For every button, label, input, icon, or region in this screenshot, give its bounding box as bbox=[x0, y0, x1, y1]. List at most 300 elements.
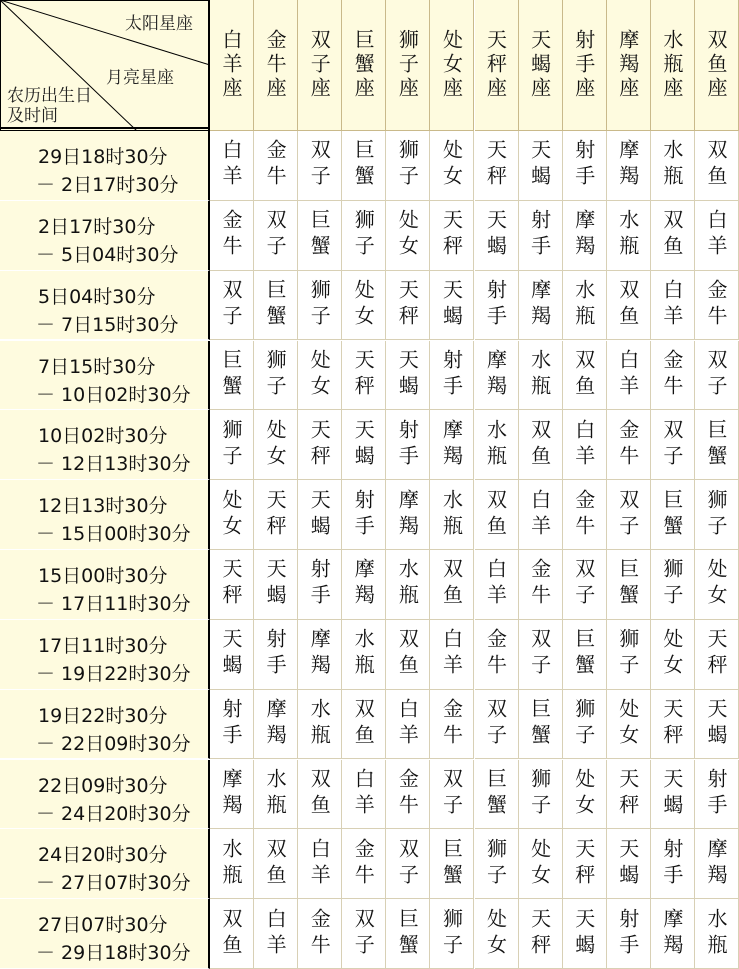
moon-sign-cell bbox=[651, 410, 695, 480]
column-header-label: 射手座 bbox=[571, 29, 596, 101]
sun-sign-label: 太阳星座 bbox=[125, 14, 193, 34]
moon-sign-cell bbox=[475, 550, 519, 620]
moon-sign-text: 天蝎 bbox=[571, 907, 596, 960]
moon-sign-cell bbox=[430, 480, 474, 550]
moon-sign-cell bbox=[430, 550, 474, 620]
moon-sign-cell bbox=[651, 829, 695, 899]
moon-sign-text: 白羊 bbox=[219, 139, 244, 192]
moon-sign-cell bbox=[607, 690, 651, 760]
moon-sign-cell bbox=[386, 480, 430, 550]
moon-sign-text: 狮子 bbox=[439, 907, 464, 960]
moon-sign-text: 双子 bbox=[571, 558, 596, 611]
moon-sign-text: 天秤 bbox=[703, 628, 728, 681]
moon-sign-text: 狮子 bbox=[615, 628, 640, 681]
moon-sign-cell bbox=[607, 480, 651, 550]
moon-sign-text: 白羊 bbox=[703, 209, 728, 262]
moon-sign-text: 金牛 bbox=[659, 348, 684, 401]
moon-sign-text: 天蝎 bbox=[483, 209, 508, 262]
column-header-label: 金牛座 bbox=[263, 29, 288, 101]
moon-sign-cell bbox=[298, 760, 342, 830]
range-end: － 2日17时30分 bbox=[36, 174, 179, 196]
moon-sign-cell bbox=[519, 271, 563, 341]
moon-sign-text: 巨蟹 bbox=[219, 348, 244, 401]
moon-sign-text: 巨蟹 bbox=[615, 558, 640, 611]
moon-sign-cell bbox=[254, 690, 298, 760]
row-header-time-range bbox=[0, 271, 210, 341]
column-header-label: 双鱼座 bbox=[703, 29, 728, 101]
moon-sign-cell bbox=[210, 829, 254, 899]
row-header-time-range bbox=[0, 410, 210, 480]
moon-sign-cell bbox=[475, 410, 519, 480]
moon-sign-text: 射手 bbox=[307, 558, 332, 611]
moon-sign-text: 狮子 bbox=[659, 558, 684, 611]
moon-sign-text: 白羊 bbox=[307, 837, 332, 890]
moon-sign-text: 天秤 bbox=[439, 209, 464, 262]
range-end: － 5日04时30分 bbox=[36, 243, 179, 266]
moon-sign-cell bbox=[210, 341, 254, 411]
moon-sign-cell bbox=[342, 271, 386, 341]
moon-sign-text: 双子 bbox=[219, 279, 244, 332]
moon-sign-text: 双鱼 bbox=[439, 558, 464, 611]
moon-sign-text: 摩羯 bbox=[263, 698, 288, 751]
moon-sign-cell bbox=[254, 550, 298, 620]
moon-sign-text: 巨蟹 bbox=[483, 767, 508, 820]
range-end: － 15日00时30分 bbox=[36, 523, 191, 546]
moon-sign-text: 狮子 bbox=[703, 488, 728, 541]
moon-sign-text: 双子 bbox=[307, 139, 332, 192]
moon-sign-cell bbox=[342, 760, 386, 830]
moon-sign-cell bbox=[342, 620, 386, 690]
moon-sign-text: 水瓶 bbox=[351, 628, 376, 681]
moon-sign-text: 天蝎 bbox=[395, 348, 420, 401]
moon-sign-cell bbox=[298, 620, 342, 690]
moon-sign-cell bbox=[386, 201, 430, 271]
moon-sign-cell bbox=[342, 829, 386, 899]
moon-sign-cell bbox=[342, 410, 386, 480]
moon-sign-cell bbox=[651, 690, 695, 760]
moon-sign-cell bbox=[386, 690, 430, 760]
moon-sign-text: 天蝎 bbox=[307, 488, 332, 541]
moon-sign-cell bbox=[519, 201, 563, 271]
moon-sign-text: 双子 bbox=[263, 209, 288, 262]
moon-sign-text: 金牛 bbox=[571, 488, 596, 541]
lunar-birthday-label: 农历出生日 bbox=[7, 86, 92, 106]
moon-sign-text: 处女 bbox=[615, 698, 640, 751]
column-header bbox=[342, 0, 386, 131]
moon-sign-text: 天秤 bbox=[571, 837, 596, 890]
moon-sign-text: 白羊 bbox=[395, 698, 420, 751]
moon-sign-text: 处女 bbox=[439, 139, 464, 192]
moon-sign-cell bbox=[254, 899, 298, 969]
moon-sign-cell bbox=[563, 690, 607, 760]
moon-sign-text: 摩羯 bbox=[307, 628, 332, 681]
moon-sign-cell bbox=[475, 620, 519, 690]
moon-sign-cell bbox=[210, 690, 254, 760]
moon-sign-text: 天蝎 bbox=[703, 698, 728, 751]
moon-sign-cell bbox=[519, 341, 563, 411]
moon-sign-cell bbox=[695, 760, 739, 830]
moon-sign-text: 金牛 bbox=[307, 907, 332, 960]
moon-sign-cell bbox=[298, 550, 342, 620]
moon-sign-cell bbox=[607, 341, 651, 411]
moon-sign-text: 双子 bbox=[395, 837, 420, 890]
column-header-label: 双子座 bbox=[307, 29, 332, 101]
moon-sign-cell bbox=[519, 131, 563, 201]
moon-sign-text: 金牛 bbox=[439, 698, 464, 751]
moon-sign-text: 白羊 bbox=[351, 767, 376, 820]
moon-sign-text: 狮子 bbox=[307, 279, 332, 332]
moon-sign-cell bbox=[430, 829, 474, 899]
moon-sign-text: 天蝎 bbox=[615, 837, 640, 890]
moon-sign-cell bbox=[298, 480, 342, 550]
moon-sign-cell bbox=[254, 271, 298, 341]
moon-sign-text: 双子 bbox=[659, 418, 684, 471]
moon-sign-cell bbox=[563, 829, 607, 899]
moon-sign-cell bbox=[298, 201, 342, 271]
moon-sign-text: 处女 bbox=[219, 488, 244, 541]
moon-sign-text: 双鱼 bbox=[703, 139, 728, 192]
moon-sign-text: 处女 bbox=[527, 837, 552, 890]
moon-sign-text: 双鱼 bbox=[263, 837, 288, 890]
range-end: － 19日22时30分 bbox=[36, 662, 191, 685]
moon-sign-cell bbox=[342, 480, 386, 550]
moon-sign-cell bbox=[607, 410, 651, 480]
range-end: － 12日13时30分 bbox=[36, 453, 191, 476]
moon-sign-cell bbox=[607, 899, 651, 969]
moon-sign-text: 天蝎 bbox=[351, 418, 376, 471]
moon-sign-cell bbox=[386, 410, 430, 480]
row-header-time-range bbox=[0, 550, 210, 620]
moon-sign-text: 狮子 bbox=[351, 209, 376, 262]
column-header bbox=[386, 0, 430, 131]
moon-sign-cell bbox=[298, 410, 342, 480]
moon-sign-text: 水瓶 bbox=[615, 209, 640, 262]
corner-header bbox=[0, 0, 210, 131]
moon-sign-cell bbox=[298, 271, 342, 341]
moon-sign-cell bbox=[475, 690, 519, 760]
moon-sign-text: 白羊 bbox=[571, 418, 596, 471]
moon-sign-cell bbox=[651, 271, 695, 341]
moon-sign-cell bbox=[210, 131, 254, 201]
moon-sign-text: 金牛 bbox=[483, 628, 508, 681]
moon-sign-text: 双鱼 bbox=[219, 907, 244, 960]
moon-sign-text: 双鱼 bbox=[307, 767, 332, 820]
moon-sign-text: 巨蟹 bbox=[307, 209, 332, 262]
range-start: 10日02时30分 bbox=[38, 425, 168, 448]
moon-sign-text: 水瓶 bbox=[483, 418, 508, 471]
column-header-label: 狮子座 bbox=[395, 29, 420, 101]
moon-sign-text: 白羊 bbox=[659, 279, 684, 332]
moon-sign-cell bbox=[695, 131, 739, 201]
moon-sign-cell bbox=[254, 620, 298, 690]
range-start: 29日18时30分 bbox=[38, 146, 168, 168]
moon-sign-text: 天蝎 bbox=[263, 558, 288, 611]
moon-sign-cell bbox=[298, 341, 342, 411]
range-start: 7日15时30分 bbox=[38, 355, 156, 378]
moon-sign-text: 射手 bbox=[615, 907, 640, 960]
column-header-label: 白羊座 bbox=[219, 29, 244, 101]
column-header bbox=[254, 0, 298, 131]
moon-sign-text: 双子 bbox=[703, 348, 728, 401]
moon-sign-text: 摩羯 bbox=[395, 488, 420, 541]
moon-sign-cell bbox=[430, 131, 474, 201]
moon-sign-cell bbox=[695, 899, 739, 969]
moon-sign-text: 双子 bbox=[439, 767, 464, 820]
moon-sign-text: 射手 bbox=[527, 209, 552, 262]
moon-sign-text: 巨蟹 bbox=[263, 279, 288, 332]
moon-sign-text: 水瓶 bbox=[307, 698, 332, 751]
moon-sign-text: 摩羯 bbox=[439, 418, 464, 471]
moon-sign-cell bbox=[563, 550, 607, 620]
moon-sign-cell bbox=[607, 620, 651, 690]
moon-sign-cell bbox=[519, 829, 563, 899]
moon-sign-cell bbox=[695, 341, 739, 411]
moon-sign-text: 狮子 bbox=[527, 767, 552, 820]
moon-sign-text: 狮子 bbox=[263, 348, 288, 401]
moon-sign-cell bbox=[210, 410, 254, 480]
column-header bbox=[210, 0, 254, 131]
moon-sign-cell bbox=[254, 760, 298, 830]
moon-sign-text: 双鱼 bbox=[659, 209, 684, 262]
range-end: － 22日09时30分 bbox=[36, 732, 191, 755]
moon-sign-cell bbox=[695, 201, 739, 271]
moon-sign-text: 巨蟹 bbox=[527, 698, 552, 751]
column-header bbox=[695, 0, 739, 131]
column-header bbox=[430, 0, 474, 131]
moon-sign-text: 天秤 bbox=[615, 767, 640, 820]
moon-sign-text: 处女 bbox=[263, 418, 288, 471]
range-start: 12日13时30分 bbox=[38, 495, 168, 518]
moon-sign-text: 射手 bbox=[395, 418, 420, 471]
moon-sign-text: 狮子 bbox=[219, 418, 244, 471]
moon-sign-cell bbox=[386, 899, 430, 969]
moon-sign-cell bbox=[342, 550, 386, 620]
moon-sign-text: 巨蟹 bbox=[439, 837, 464, 890]
moon-sign-cell bbox=[386, 131, 430, 201]
moon-sign-text: 巨蟹 bbox=[703, 418, 728, 471]
moon-sign-cell bbox=[519, 899, 563, 969]
moon-sign-cell bbox=[519, 690, 563, 760]
moon-sign-cell bbox=[695, 480, 739, 550]
moon-sign-cell bbox=[210, 201, 254, 271]
moon-sign-cell bbox=[563, 620, 607, 690]
row-header-time-range bbox=[0, 620, 210, 690]
moon-sign-cell bbox=[342, 899, 386, 969]
moon-sign-cell bbox=[430, 410, 474, 480]
moon-sign-cell bbox=[254, 410, 298, 480]
moon-sign-text: 水瓶 bbox=[395, 558, 420, 611]
moon-sign-cell bbox=[651, 341, 695, 411]
moon-sign-cell bbox=[651, 760, 695, 830]
moon-sign-cell bbox=[607, 201, 651, 271]
moon-sign-text: 金牛 bbox=[703, 279, 728, 332]
moon-sign-cell bbox=[430, 690, 474, 760]
moon-sign-text: 金牛 bbox=[263, 139, 288, 192]
range-start: 27日07时30分 bbox=[38, 914, 168, 937]
moon-sign-text: 水瓶 bbox=[659, 139, 684, 192]
moon-sign-text: 金牛 bbox=[219, 209, 244, 262]
moon-sign-cell bbox=[607, 271, 651, 341]
moon-sign-cell bbox=[210, 271, 254, 341]
moon-sign-cell bbox=[430, 620, 474, 690]
moon-sign-cell bbox=[651, 550, 695, 620]
column-header-label: 处女座 bbox=[439, 29, 464, 101]
moon-sign-text: 天秤 bbox=[351, 348, 376, 401]
moon-sign-text: 水瓶 bbox=[527, 348, 552, 401]
column-header bbox=[607, 0, 651, 131]
moon-sign-cell bbox=[386, 760, 430, 830]
range-end: － 17日11时30分 bbox=[36, 593, 191, 615]
moon-sign-cell bbox=[254, 131, 298, 201]
moon-sign-cell bbox=[430, 271, 474, 341]
moon-sign-cell bbox=[430, 760, 474, 830]
range-start: 19日22时30分 bbox=[38, 704, 168, 727]
moon-sign-label: 月亮星座 bbox=[106, 68, 174, 88]
moon-sign-cell bbox=[342, 690, 386, 760]
moon-sign-text: 天秤 bbox=[395, 279, 420, 332]
range-start: 24日20时30分 bbox=[38, 844, 168, 867]
column-header bbox=[519, 0, 563, 131]
moon-sign-cell bbox=[607, 131, 651, 201]
column-header-label: 水瓶座 bbox=[659, 29, 684, 101]
moon-sign-text: 天秤 bbox=[483, 139, 508, 192]
column-header-label: 摩羯座 bbox=[615, 29, 640, 101]
moon-sign-cell bbox=[563, 760, 607, 830]
moon-sign-text: 天蝎 bbox=[527, 139, 552, 192]
moon-sign-cell bbox=[563, 480, 607, 550]
moon-sign-cell bbox=[210, 550, 254, 620]
moon-sign-cell bbox=[342, 201, 386, 271]
moon-sign-text: 双子 bbox=[483, 698, 508, 751]
moon-sign-text: 摩羯 bbox=[483, 348, 508, 401]
moon-sign-text: 巨蟹 bbox=[351, 139, 376, 192]
moon-sign-cell bbox=[386, 341, 430, 411]
moon-sign-text: 狮子 bbox=[483, 837, 508, 890]
moon-sign-text: 天秤 bbox=[263, 488, 288, 541]
moon-sign-cell bbox=[475, 271, 519, 341]
moon-sign-cell bbox=[519, 480, 563, 550]
moon-sign-cell bbox=[210, 760, 254, 830]
column-header bbox=[475, 0, 519, 131]
row-header-time-range bbox=[0, 201, 210, 271]
row-header-time-range bbox=[0, 899, 210, 969]
column-header-label: 巨蟹座 bbox=[351, 29, 376, 101]
column-header-label: 天蝎座 bbox=[527, 29, 552, 101]
moon-sign-text: 双子 bbox=[351, 907, 376, 960]
moon-sign-text: 摩羯 bbox=[659, 907, 684, 960]
moon-sign-cell bbox=[695, 271, 739, 341]
moon-sign-text: 白羊 bbox=[527, 488, 552, 541]
moon-sign-text: 摩羯 bbox=[615, 139, 640, 192]
moon-sign-text: 天秤 bbox=[219, 558, 244, 611]
moon-sign-cell bbox=[651, 131, 695, 201]
moon-sign-text: 金牛 bbox=[395, 767, 420, 820]
moon-sign-text: 双鱼 bbox=[615, 279, 640, 332]
range-end: － 27日07时30分 bbox=[36, 872, 191, 895]
moon-sign-cell bbox=[298, 131, 342, 201]
moon-sign-cell bbox=[695, 829, 739, 899]
moon-sign-text: 射手 bbox=[483, 279, 508, 332]
row-header-time-range bbox=[0, 690, 210, 760]
moon-sign-cell bbox=[298, 690, 342, 760]
moon-sign-cell bbox=[298, 899, 342, 969]
moon-sign-cell bbox=[342, 131, 386, 201]
range-end: － 24日20时30分 bbox=[36, 802, 191, 825]
moon-sign-cell bbox=[563, 271, 607, 341]
moon-sign-cell bbox=[210, 899, 254, 969]
moon-sign-cell bbox=[519, 760, 563, 830]
moon-sign-cell bbox=[210, 620, 254, 690]
moon-sign-text: 处女 bbox=[571, 767, 596, 820]
moon-sign-cell bbox=[695, 620, 739, 690]
moon-sign-cell bbox=[475, 760, 519, 830]
moon-sign-cell bbox=[386, 620, 430, 690]
range-end: － 29日18时30分 bbox=[36, 942, 191, 965]
moon-sign-text: 射手 bbox=[439, 348, 464, 401]
moon-sign-cell bbox=[475, 341, 519, 411]
moon-sign-text: 处女 bbox=[659, 628, 684, 681]
moon-sign-cell bbox=[254, 480, 298, 550]
moon-sign-cell bbox=[210, 480, 254, 550]
moon-sign-cell bbox=[695, 550, 739, 620]
moon-sign-cell bbox=[342, 341, 386, 411]
moon-sign-cell bbox=[695, 690, 739, 760]
moon-sign-text: 摩羯 bbox=[527, 279, 552, 332]
moon-sign-text: 双鱼 bbox=[395, 628, 420, 681]
moon-sign-text: 摩羯 bbox=[703, 837, 728, 890]
moon-sign-text: 双鱼 bbox=[527, 418, 552, 471]
range-start: 22日09时30分 bbox=[38, 774, 168, 797]
range-start: 5日04时30分 bbox=[38, 285, 156, 308]
moon-sign-text: 天秤 bbox=[659, 698, 684, 751]
moon-sign-text: 射手 bbox=[703, 767, 728, 820]
moon-sign-cell bbox=[475, 829, 519, 899]
moon-sign-text: 双子 bbox=[615, 488, 640, 541]
moon-sign-text: 水瓶 bbox=[703, 907, 728, 960]
moon-sign-text: 双鱼 bbox=[483, 488, 508, 541]
moon-sign-cell bbox=[651, 480, 695, 550]
range-end: － 7日15时30分 bbox=[36, 313, 179, 336]
moon-sign-text: 摩羯 bbox=[219, 767, 244, 820]
moon-sign-cell bbox=[254, 201, 298, 271]
moon-sign-cell bbox=[430, 341, 474, 411]
moon-sign-text: 金牛 bbox=[351, 837, 376, 890]
moon-sign-text: 白羊 bbox=[483, 558, 508, 611]
moon-sign-text: 天蝎 bbox=[219, 628, 244, 681]
row-header-time-range bbox=[0, 341, 210, 411]
moon-sign-text: 水瓶 bbox=[439, 488, 464, 541]
moon-sign-text: 巨蟹 bbox=[571, 628, 596, 681]
moon-sign-text: 摩羯 bbox=[571, 209, 596, 262]
range-start: 17日11时30分 bbox=[38, 634, 168, 657]
moon-sign-text: 水瓶 bbox=[571, 279, 596, 332]
moon-sign-text: 射手 bbox=[659, 837, 684, 890]
moon-sign-text: 摩羯 bbox=[351, 558, 376, 611]
row-header-time-range bbox=[0, 829, 210, 899]
moon-sign-text: 天秤 bbox=[527, 907, 552, 960]
moon-sign-text: 天蝎 bbox=[439, 279, 464, 332]
moon-sign-cell bbox=[651, 201, 695, 271]
moon-sign-cell bbox=[607, 550, 651, 620]
moon-sign-text: 双鱼 bbox=[351, 698, 376, 751]
range-end: － 10日02时30分 bbox=[36, 383, 191, 406]
moon-sign-cell bbox=[298, 829, 342, 899]
moon-sign-text: 天蝎 bbox=[659, 767, 684, 820]
moon-sign-cell bbox=[563, 899, 607, 969]
moon-sign-text: 处女 bbox=[395, 209, 420, 262]
moon-sign-text: 狮子 bbox=[571, 698, 596, 751]
moon-sign-cell bbox=[386, 271, 430, 341]
